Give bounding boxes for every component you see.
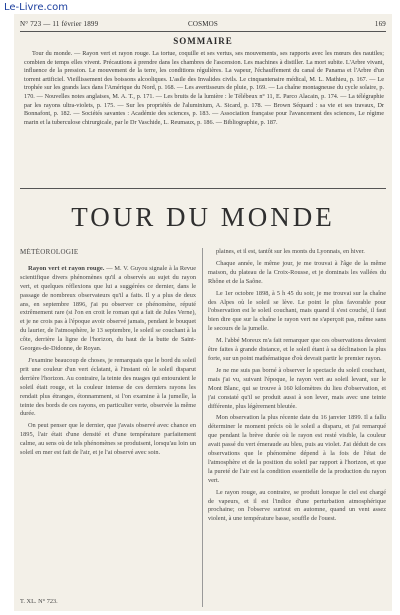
article-subheading: Rayon vert et rayon rouge. — [28, 264, 105, 272]
watermark-text: Le-Livre.com — [4, 2, 69, 13]
paragraph-r4: M. l'abbé Moreux m'a fait remarquer que ces observations devaient être faites à grande distance, et le soleil étant à sa déclinaison la plus forte, sur un point mathématique d'où devrait partir le premier rayon. — [208, 337, 386, 362]
rubric-meteorologie: MÉTÉOROLOGIE — [20, 248, 79, 256]
right-column — [208, 248, 386, 607]
running-header — [20, 20, 386, 30]
sommaire-text: Tour du monde. — Rayon vert et rayon rouge. La tortue, coquille et ses vertus, ses mouvements, ses rapports avec les mœurs des nautiles; combien de temps elles vivent. Précautions à prendre dans les chambres de l'ascension. Les machines à distiller. La mort subite. L'Arbre vivant, influence de la pression. Le mouvement de la terre, les conditions régulières. La vapeur, l'échauffement du canal de Panama et l'Arbre d'un torrent artificiel. Vieillissement des boissons alcooliques. L'asile des Invalides civils. Le cinquantenaire médical, M. L. Mathieu, p. 167. — Le trophée sur les grands lacs dans l'Amérique du Nord, p. 168. — Les avertisseurs de pluie, p. 169. — La chaîne montagneuse du cycle solaire, p. 170. — Nouvelles notes anglaises, M. A. T., p. 171. — Les bruits de la lumière : le Télébeux n° 11, E. Parco Alacain, p. 174. — La télégraphie par les rayons ultra-violets, p. 175. — Sur les propriétés de l'aluminium, A. Sicard, p. 178. — Brown Séquard : sa vie et ses travaux, Dr Bonnafont, p. 182. — Sociétés savantes : Académie des sciences, p. 183. — Association française pour l'avancement des sciences, Le régime marin et la tuberculose chirurgicale, par le Dr Vaschide, L. Reumaux, p. 186. — Bibliographie, p. 187. — [24, 50, 384, 126]
column-divider — [202, 248, 203, 607]
journal-page — [14, 14, 392, 611]
paragraph-1-text: — M. V. Guyou signale à la Revue scientifique divers phénomènes qu'il a observés au sujet du rayon vert, et quelques réflexions que lui a suggérées ce dernier, dans le passage de nombreux observateurs qu'il a faits. Il y a plus de deux ans, en septembre 1896, j'ai pu observer ce phénomène, réputé extrêmement rare (si l'on en croit le roman qui a fait de Jules Verne), et je ne crois pas à l'époque avoir observé jamais, pendant le bouquet du laurier, de l'atmosphère, le 13 septembre, le soleil se couchant à la côte, derrière la ligne de l'horizon, du haut de la butte de Saint-Georges-de-Didonne, de Royan. — [20, 264, 196, 353]
page-number: 169 — [374, 20, 386, 28]
paragraph-r3: Le 1er octobre 1898, à 5 h 45 du soir, je me trouvai sur la chaîne des Alpes où le soleil se lève. Le point le plus favorable pour l'observation est le soleil couchant, mais quand il s'est couché, il faut bien dire que sur la chaîne le rayon vert ne s'aperçoit pas, même sans le secours de la jumelle. — [208, 289, 386, 333]
paragraph-r5: Je ne me suis pas borné à observer le spectacle du soleil couchant, mais j'ai vu, suivant l'époque, le rayon vert au soleil levant, sur le Mont Blanc, qui se trouve à 160 kilomètres du lieu d'observation, et j'ai constaté qu'il se produit aussi à son lever, mais avec une teinte différente, plus légèrement bleutée. — [208, 366, 386, 410]
paragraph-2: J'examine beaucoup de choses, je remarquais que le bord du soleil prit une couleur d'un vert éclatant, à l'instant où le soleil disparut derrière l'horizon. Au contraire, la teinte des nuages qui entouraient le soleil était rouge, et la couleur intense de ces derniers rayons les rendait plus étranges, étonnamment, si l'on examine à la jumelle, la teinte des bords de ces rayons, en particulier verte, observée la même durée. — [20, 356, 196, 418]
header-rule — [20, 31, 386, 32]
paragraph-1 — [20, 265, 196, 354]
summary-rule — [20, 188, 386, 189]
sommaire-heading: SOMMAIRE — [173, 36, 233, 46]
paragraph-r1: plaines, et il est, tantôt sur les monts du Lyonnais, en hiver. — [216, 248, 365, 255]
paragraph-r7: Le rayon rouge, au contraire, se produit lorsque le ciel est chargé de vapeurs, et il est l'indice d'une perturbation atmosphérique prochaine; on l'observe surtout en automne, quand un vent assez violent, à une température basse, souffle de l'ouest. — [208, 488, 386, 523]
sommaire-summary — [24, 50, 384, 182]
left-column — [20, 248, 196, 607]
paragraph-r6: Mon observation la plus récente date du 16 janvier 1899. Il a fallu déterminer le moment précis où le soleil a disparu, et j'ai remarqué que pendant la brève durée où le rayon est resté visible, la couleur avait passé du vert émeraude au bleu, puis au violet. J'ai déduit de ces observations que le phénomène dépend à la fois de l'état de l'atmosphère et de la position du soleil par rapport à l'horizon, et que la pureté de l'air est la condition essentielle de la production du rayon vert. — [208, 414, 386, 484]
article-columns — [20, 248, 386, 607]
section-title: TOUR DU MONDE — [71, 202, 335, 232]
paragraph-r2: Chaque année, le même jour, je me trouvai à l'âge de la même maison, du plateau de la Croix-Rousse, et je dominais les vallées du Rhône et de la Saône. — [208, 259, 386, 285]
journal-title: COSMOS — [188, 20, 218, 28]
issue-number: N° 723 — 11 février 1899 — [20, 20, 99, 28]
paragraph-3: On peut penser que le dernier, que j'avais observé avec chance en 1895, l'air était d'une densité et d'une température parfaitement calme, au sens où de tels phénomènes se produisent, lorsqu'au loin un soleil en mer est fait de l'air, et je l'ai observé avec soin. — [20, 422, 196, 457]
volume-footer: T. XL. N° 723. — [20, 598, 58, 606]
